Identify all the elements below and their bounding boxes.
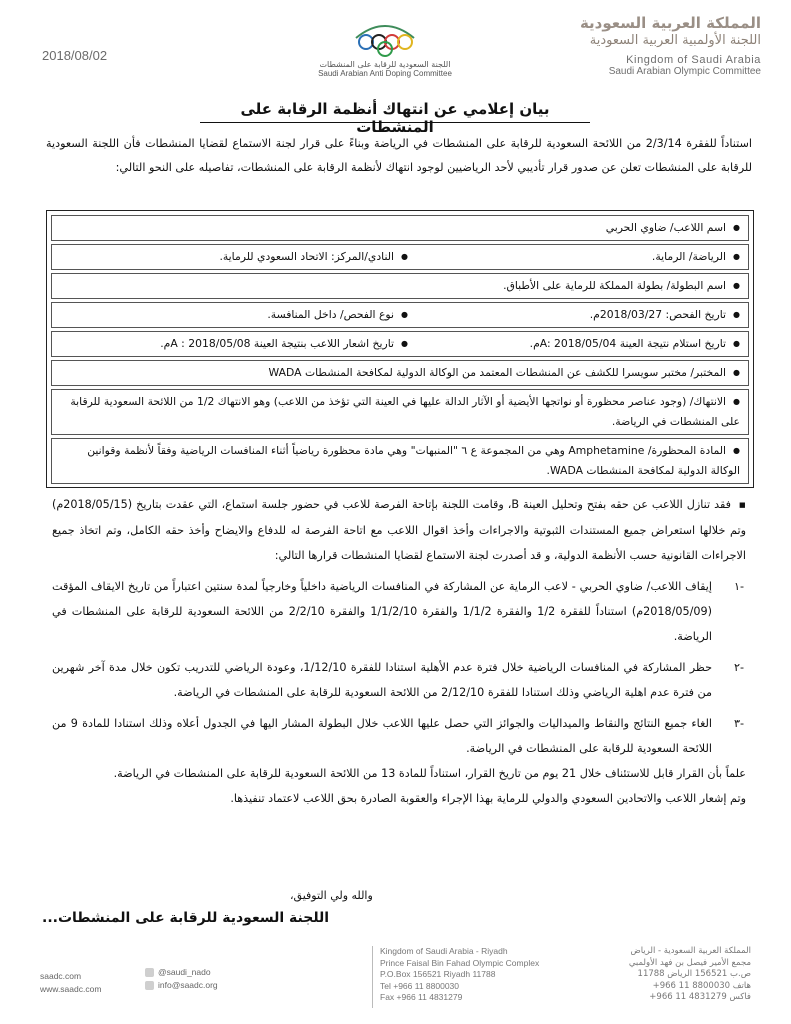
championship-value: اسم البطولة/ بطولة المملكة للرماية على الأطباق. [503, 279, 727, 292]
test-row [51, 302, 749, 328]
salutation: والله ولي التوفيق، [290, 889, 373, 902]
player-name: اسم اللاعب/ ضاوي الحربي [605, 221, 727, 234]
address-line: Fax +966 11 4831279 [380, 992, 463, 1002]
test-type-cell [267, 305, 408, 325]
email-icon [145, 981, 154, 990]
club-value: النادي/المركز: الاتحاد السعودي للرماية. [219, 250, 395, 263]
olympic-committee-logo [536, 14, 761, 77]
appeal-paragraph: علماً بأن القرار قابل للاستئناف خلال 21 يوم من تاريخ القرار، استناداً للمادة 13 من اللائحة السعودية للرقابة على المنشطات في الرياضة. [113, 766, 746, 780]
center-logo-arabic: اللجنة السعودية للرقابة على المنشطات [319, 60, 451, 69]
address-line: ص.ب 156521 الرياض 11788 [637, 969, 751, 979]
result-date-value: تاريخ استلام نتيجة العينة A: 2018/05/04م. [529, 337, 727, 350]
bullet-icon: ● [733, 223, 740, 232]
item-number: -٢ [733, 660, 744, 674]
email-address[interactable]: info@saadc.org [158, 980, 218, 990]
substance-row [51, 438, 749, 484]
page-title: بيان إعلامي عن انتهاك أنظمة الرقابة على المنشطات [240, 100, 550, 136]
bullet-icon: ● [733, 252, 740, 261]
item-text: حظر المشاركة في المنافسات الرياضية خلال فترة عدم الأهلية استنادا للفقرة 1/12/10، وعودة الرياضي للتدريب تكون خلال مدة آخر شهرين من فترة عدم اهلية الرياضي وذلك استنادا للفقرة 2/12/10 من اللائحة السعودية للرقابة على المنشطات في الرياضة. [52, 660, 712, 699]
anti-doping-logo [290, 16, 480, 78]
lab-row [51, 360, 749, 386]
substance-value: المادة المحظورة/ Amphetamine وهي من المجموعة ع ٦ "المنبهات" وهي مادة محظورة رياضياً أثناء المنافسات الرياضية وفقاً لأنظمة وقوانين الوكالة الدولية لمكافحة المنشطات WADA. [87, 444, 740, 477]
test-date-cell [590, 305, 740, 325]
notify-date-value: تاريخ اشعار اللاعب بنتيجة العينة A : 2018/05/08م. [160, 337, 395, 350]
twitter-icon [145, 968, 154, 977]
address-line: مجمع الأمير فيصل بن فهد الأولمبي [628, 957, 751, 968]
website-link[interactable]: www.saadc.com [40, 984, 102, 994]
address-line: Kingdom of Saudi Arabia - Riyadh [380, 946, 508, 956]
item-text: إيقاف اللاعب/ ضاوي الحربي - لاعب الرماية عن المشاركة في المنافسات الرياضية داخلياً وخارجياً لمدة سنتين اعتباراً من تاريخ الايقاف المؤقت (2018/05/09م) استناداً للفقرة 1/2 والفقرة 1/1/2 والفقرة 1/1/2/10 والفقرة 2/2/10 من اللائحة السعودية للرقابة على المنشطات في الرياضة. [52, 579, 712, 643]
bullet-icon: ● [401, 252, 408, 261]
item-text: الغاء جميع النتائج والنقاط والميداليات والجوائز التي حصل عليها اللاعب خلال البطولة المشار اليها في الجدول أعلاه وذلك استنادا للمادة 9 من اللائحة السعودية للرقابة على المنشطات في الرياضة. [52, 716, 712, 755]
footer-divider [372, 946, 373, 1008]
bullet-icon: ● [733, 310, 740, 319]
bullet-icon: ● [733, 446, 740, 455]
sport-cell [652, 247, 740, 267]
title-underline [200, 122, 590, 123]
decision-item [52, 574, 746, 649]
bullet-icon: ● [733, 368, 740, 377]
kingdom-english: Kingdom of Saudi Arabia [626, 54, 761, 66]
violation-row [51, 389, 749, 435]
address-line: Tel +966 11 8800030 [380, 980, 460, 991]
decision-paragraph-text: فقد تنازل اللاعب عن حقه بفتح وتحليل العينة B، وقامت اللجنة بإتاحة الفرصة للاعب في حضور جلسة استماع، التي عقدت بتاريخ (2018/05/15م) وتم خلالها استعراض جميع المستندات الثبوتية والاجراءات وأخذ اقوال اللاعب مع اتاحة الفرصة له للدفاع والايضاح وأخذ حقه الكامل، وتم اتخاذ جميع الاجراءات القانونية حسب الأنظمة الدولية، و قد أصدرت لجنة الاستماع لقضايا المنشطات قرارها التالي: [52, 498, 746, 562]
square-bullet-icon: ■ [738, 500, 746, 509]
bullet-icon: ● [733, 397, 740, 406]
website-link[interactable]: saadc.com [40, 971, 82, 981]
footer-address-arabic [629, 946, 751, 1004]
lab-value: المختبر/ مختبر سويسرا للكشف عن المنشطات المعتمد من الوكالة الدولية لمكافحة المنشطات WADA [268, 366, 727, 379]
test-date-value: تاريخ الفحص: 2018/03/27م. [589, 308, 727, 321]
notify-paragraph: وتم إشعار اللاعب والاتحادين السعودي والدولي للرماية بهذا الإجراء والعقوبة الصادرة بحق اللاعب لاعتماد تنفيذها. [230, 791, 746, 805]
violation-value: الانتهاك/ (وجود عناصر محظورة أو نواتجها الأيضية أو الآثار الدالة عليها في العينة التي تؤخذ من اللاعب) وهو الانتهاك 1/2 من اللائحة السعودية للرقابة على المنشطات في الرياضة. [70, 395, 740, 428]
bullet-icon: ● [733, 281, 740, 290]
center-logo-english: Saudi Arabian Anti Doping Committee [318, 69, 452, 78]
document-date: 2018/08/02 [42, 48, 108, 63]
twitter-handle[interactable]: @saudi_nado [158, 967, 211, 977]
item-number: -١ [733, 579, 744, 593]
test-type-value: نوع الفحص/ داخل المنافسة. [267, 308, 395, 321]
footer-websites [40, 970, 101, 996]
player-row [51, 215, 749, 241]
decision-item [52, 711, 746, 761]
sport-row [51, 244, 749, 270]
championship-row [51, 273, 749, 299]
footer-contacts [145, 966, 218, 992]
address-line: هاتف 8800030 11 966+ [652, 980, 751, 991]
address-line: المملكة العربية السعودية - الرياض [630, 946, 751, 956]
result-date-cell [530, 334, 740, 354]
bullet-icon: ● [733, 339, 740, 348]
item-number: -٣ [733, 716, 744, 730]
signature: اللجنة السعودية للرقابة على المنشطات... [42, 910, 330, 926]
sport-value: الرياضة/ الرماية. [651, 250, 727, 263]
footer [0, 942, 791, 1024]
footer-address-english [380, 946, 539, 1004]
address-line: Prince Faisal Bin Fahad Olympic Complex [380, 957, 540, 968]
bullet-icon: ● [401, 310, 408, 319]
olympic-rings-icon [346, 16, 424, 58]
bullet-icon: ● [401, 339, 408, 348]
details-table [46, 210, 754, 488]
committee-arabic: اللجنة الأولمبية العربية السعودية [589, 33, 761, 48]
intro-paragraph: استناداً للفقرة 2/3/14 من اللائحة السعودية للرقابة على المنشطات في الرياضة وبناءً على قرار لجنة الاستماع لقضايا المنشطات فأن اللجنة السعودية للرقابة على المنشطات تعلن عن صدور قرار تأديبي لأحد الرياضيين لوجود انتهاك لأنظمة الرقابة على المنشطات، تفاصيله على النحو التالي: [46, 137, 752, 174]
result-row [51, 331, 749, 357]
notify-date-cell [160, 334, 408, 354]
address-line: فاكس 4831279 11 966+ [649, 992, 751, 1002]
decision-paragraph [52, 492, 746, 568]
decision-item [52, 655, 746, 705]
committee-english: Saudi Arabian Olympic Committee [608, 66, 761, 77]
club-cell [219, 247, 408, 267]
kingdom-arabic: المملكة العربية السعودية [579, 14, 761, 32]
address-line: P.O.Box 156521 Riyadh 11788 [380, 969, 496, 979]
decision-body [52, 492, 746, 811]
